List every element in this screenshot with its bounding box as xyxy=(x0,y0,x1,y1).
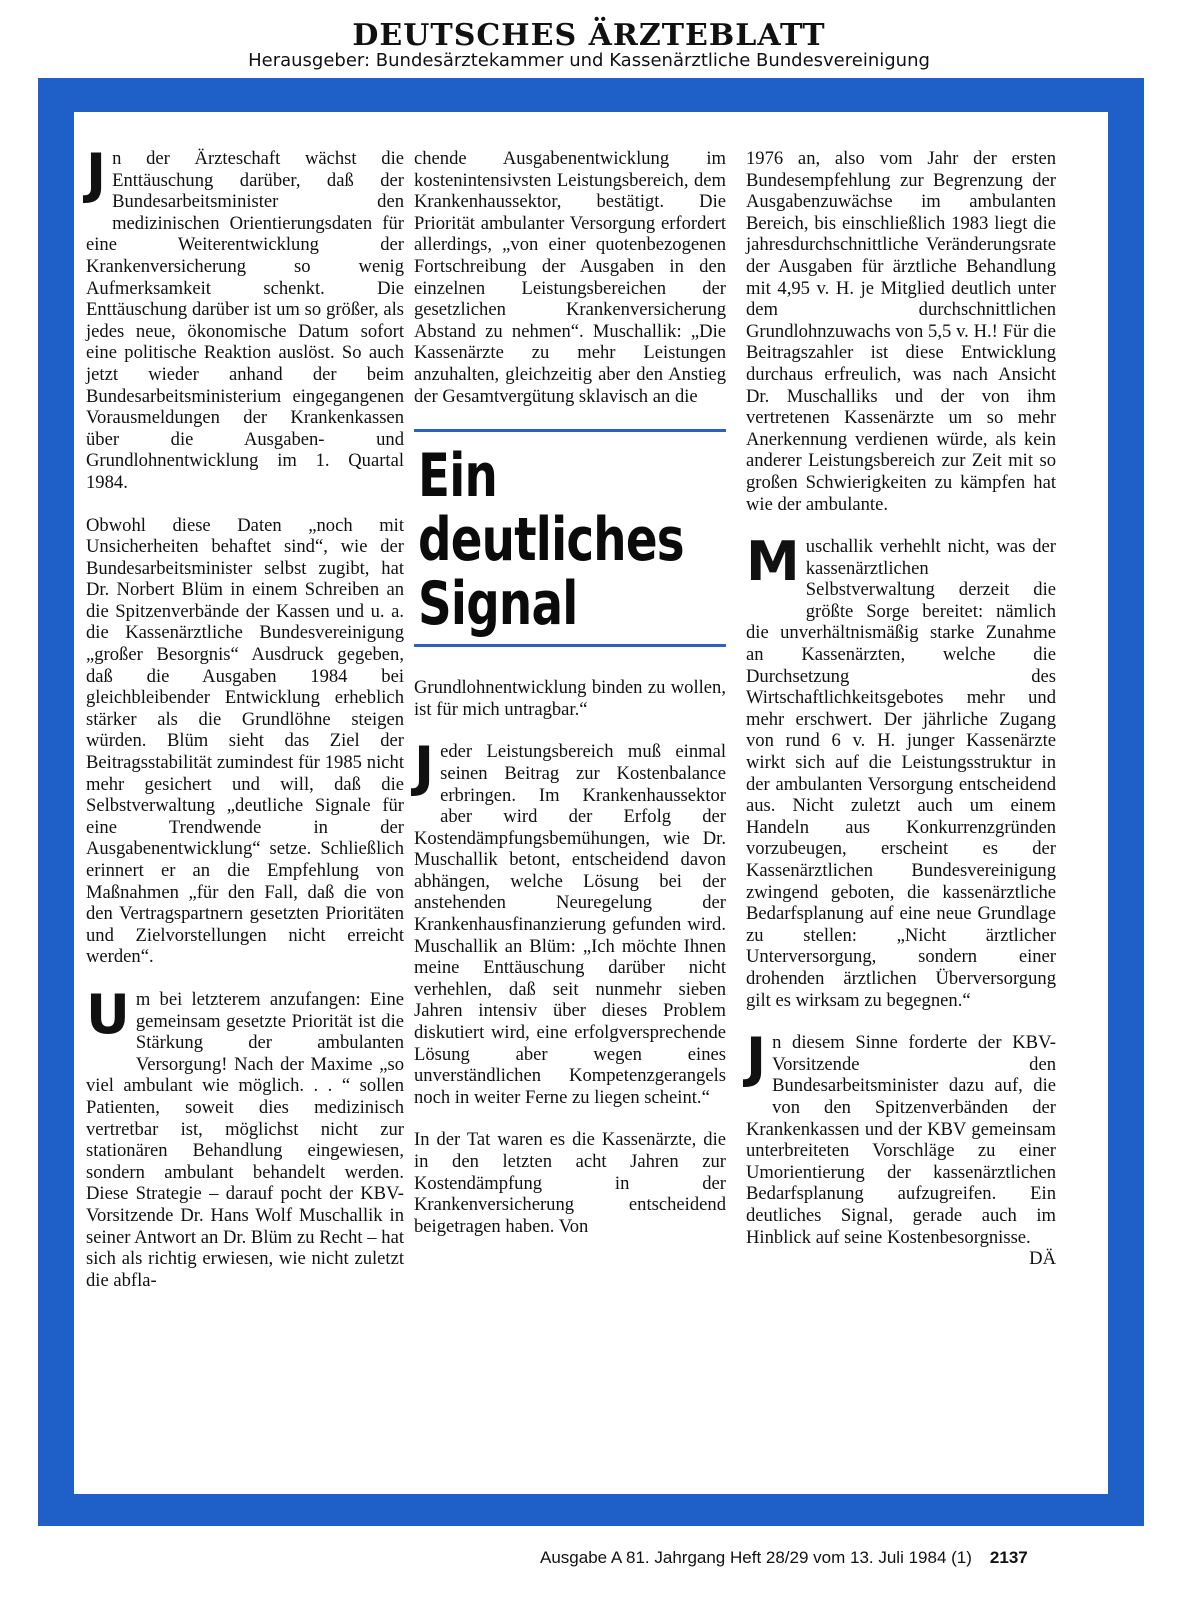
paragraph xyxy=(86,982,404,1291)
column-2 xyxy=(414,148,726,1237)
page-footer xyxy=(540,1548,1028,1568)
drop-cap: M xyxy=(746,530,800,594)
column-3 xyxy=(746,148,1056,1270)
edition-info: Ausgabe A 81. Jahrgang Heft 28/29 vom 13. Juli 1984 (1) xyxy=(540,1548,972,1567)
paragraph xyxy=(746,530,1056,1011)
drop-cap: J xyxy=(86,142,107,205)
article-body xyxy=(74,112,1108,1494)
drop-cap: J xyxy=(746,1026,767,1090)
headline-rule-bottom xyxy=(414,644,726,647)
paragraph-text: n diesem Sinne forderte der KBV-Vorsitzende den Bundesarbeitsminister dazu auf, die von den Spitzenverbänden der Krankenkassen und der KBV gemeinsam unterbreiteten Vorschläge zu einer Umorientierung der kassenärztlichen Bedarfsplanung aufzugreifen. Ein deutliches Signal, gerade auch im Hinblick auf seine Kostenbesorgnisse. xyxy=(746,1032,1056,1248)
drop-cap: U xyxy=(86,982,130,1046)
page-number: 2137 xyxy=(989,1548,1028,1567)
headline-block xyxy=(414,429,726,647)
paragraph: Obwohl diese Daten „noch mit Unsicherheiten behaftet sind“, wie der Bundesarbeitsminister selbst zugibt, hat Dr. Norbert Blüm in einem Schreiben an die Spitzenverbände der Kassen und u. a. die Kassenärztliche Bundesvereinigung „großer Besorgnis“ Ausdruck gegeben, daß die Ausgaben 1984 bei gleichbleibender Entwicklung erheblich stärker als die Grundlöhne steigen würden. Blüm sieht das Ziel der Beitragsstabilität zumindest für 1985 nicht mehr gesichert und will, daß die Selbstverwaltung „deutliche Signale für eine Trendwende in der Ausgabenentwicklung“ setze. Schließlich erinnert er an die Empfehlung von Maßnahmen „für den Fall, daß die von den Vertragspartnern gesetzten Prioritäten und Zielvorstellungen nicht erreicht werden“. xyxy=(86,514,404,968)
paragraph-text: eder Leistungsbereich muß einmal seinen Beitrag zur Kostenbalance erbringen. Im Krankenhaussektor aber wird der Erfolg der Kostendämpfungsbemühungen, wie Dr. Muschallik betont, entscheidend davon abhängen, welche Lösung bei der anstehenden Neuregelung der Krankenhausfinanzierung gefunden wird. Muschallik an Blüm: „Ich möchte Ihnen meine Enttäuschung darüber nicht verhehlen, daß seit nunmehr sieben Jahren intensiv über dieses Problem diskutiert wird, eine erfolgversprechende Lösung aber wegen eines unverständlichen Kompetenzgerangels noch in weiter Ferne zu liegen scheint.“ xyxy=(414,741,726,1108)
paragraph: chende Ausgabenentwicklung im kostenintensivsten Leistungsbereich, dem Krankenhaussektor, bestätigt. Die Priorität ambulanter Versorgung erfordert allerdings, „von einer quotenbezogenen Fortschreibung der Ausgaben in den einzelnen Leistungsbereichen der gesetzlichen Krankenversicherung Abstand zu nehmen“. Muschallik: „Die Kassenärzte zu mehr Leistungen anzuhalten, gleichzeitig aber den Anstieg der Gesamtvergütung sklavisch an die xyxy=(414,148,726,407)
paragraph xyxy=(86,142,404,494)
column-1 xyxy=(86,142,404,1291)
paragraph-text: n der Ärzteschaft wächst die Enttäuschung darüber, daß der Bundesarbeitsminister den medizinischen Orientierungsdaten für eine Weiterentwicklung der Krankenversicherung so wenig Aufmerksamkeit schenkt. Die Enttäuschung darüber ist um so größer, als jedes neue, ökonomische Datum sofort eine politische Reaktion auslöst. So auch jetzt wieder anhand der beim Bundesarbeitsministerium eingegangenen Vorausmeldungen der Krankenkassen über die Ausgaben- und Grundlohnentwicklung im 1. Quartal 1984. xyxy=(86,148,404,493)
publisher-line: Herausgeber: Bundesärztekammer und Kassenärztliche Bundesvereinigung xyxy=(248,50,930,71)
paragraph: 1976 an, also vom Jahr der ersten Bundesempfehlung zur Begrenzung der Ausgabenzuwächse im ambulanten Bereich, bis einschließlich 1983 liegt die jahresdurchschnittliche Veränderungsrate der Ausgaben für ärztliche Behandlung mit 4,95 v. H. je Mitglied deutlich unter dem durchschnittlichen Grundlohnzuwachs von 5,5 v. H.! Für die Beitragszahler ist diese Entwicklung durchaus erfreulich, was nach Ansicht Dr. Muschalliks und der von ihm vertretenen Kassenärzte um so mehr Anerkennung verdienen würde, als kein anderer Leistungsbereich zur Zeit mit so großen Schwierigkeiten zu kämpfen hat wie der ambulante. xyxy=(746,148,1056,515)
headline xyxy=(418,441,684,640)
paragraph: Grundlohnentwicklung binden zu wollen, ist für mich untragbar.“ xyxy=(414,677,726,720)
paragraph: In der Tat waren es die Kassenärzte, die in den letzten acht Jahren zur Kostendämpfung in der Krankenversicherung entscheidend beigetragen haben. Von xyxy=(414,1129,726,1237)
masthead-title: DEUTSCHES ÄRZTEBLATT xyxy=(352,18,826,53)
paragraph-text: uschallik verhehlt nicht, was der kassenärztlichen Selbstverwaltung derzeit die größte Sorge bereitet: nämlich die unverhältnismäßig starke Zunahme an Kassenärzten, welche die Durchsetzung des Wirtschaftlichkeitsgebotes mehr und mehr erschwert. Der jährliche Zugang von rund 6 v. H. junger Kassenärzte wirkt sich auf die Leistungsstruktur in der ambulanten Versorgung entscheidend aus. Nicht zuletzt auch um einem Handeln aus Konkurrenzgründen vorzubeugen, erscheint es der Kassenärztlichen Bundesvereinigung zwingend geboten, die kassenärztliche Bedarfsplanung auf eine neue Grundlage zu stellen: „Nicht ärztlicher Unterversorgung, sondern einer drohenden ärztlichen Überversorgung gilt es wirksam zu begegnen.“ xyxy=(746,536,1056,1011)
paragraph-text: m bei letzterem anzufangen: Eine gemeinsam gesetzte Priorität ist die Stärkung der ambulanten Versorgung! Nach der Maxime „so viel ambulant wie möglich. . . “ sollen Patienten, soweit dies medizinisch vertretbar ist, möglichst nicht zur stationären Behandlung eingewiesen, sondern ambulant behandelt werden. Diese Strategie – darauf pocht der KBV-Vorsitzende Dr. Hans Wolf Muschallik in seiner Antwort an Dr. Blüm zu Recht – hat sich als richtig erwiesen, wie nicht zuletzt die abfla- xyxy=(86,988,404,1291)
paragraph xyxy=(414,735,726,1108)
paragraph xyxy=(746,1026,1056,1270)
headline-line: deutliches xyxy=(418,505,684,576)
headline-line: Ein xyxy=(418,441,497,512)
drop-cap: J xyxy=(414,735,435,799)
headline-rule-top xyxy=(414,429,726,432)
author-signature: DÄ xyxy=(1029,1248,1056,1270)
headline-line: Signal xyxy=(418,569,578,640)
